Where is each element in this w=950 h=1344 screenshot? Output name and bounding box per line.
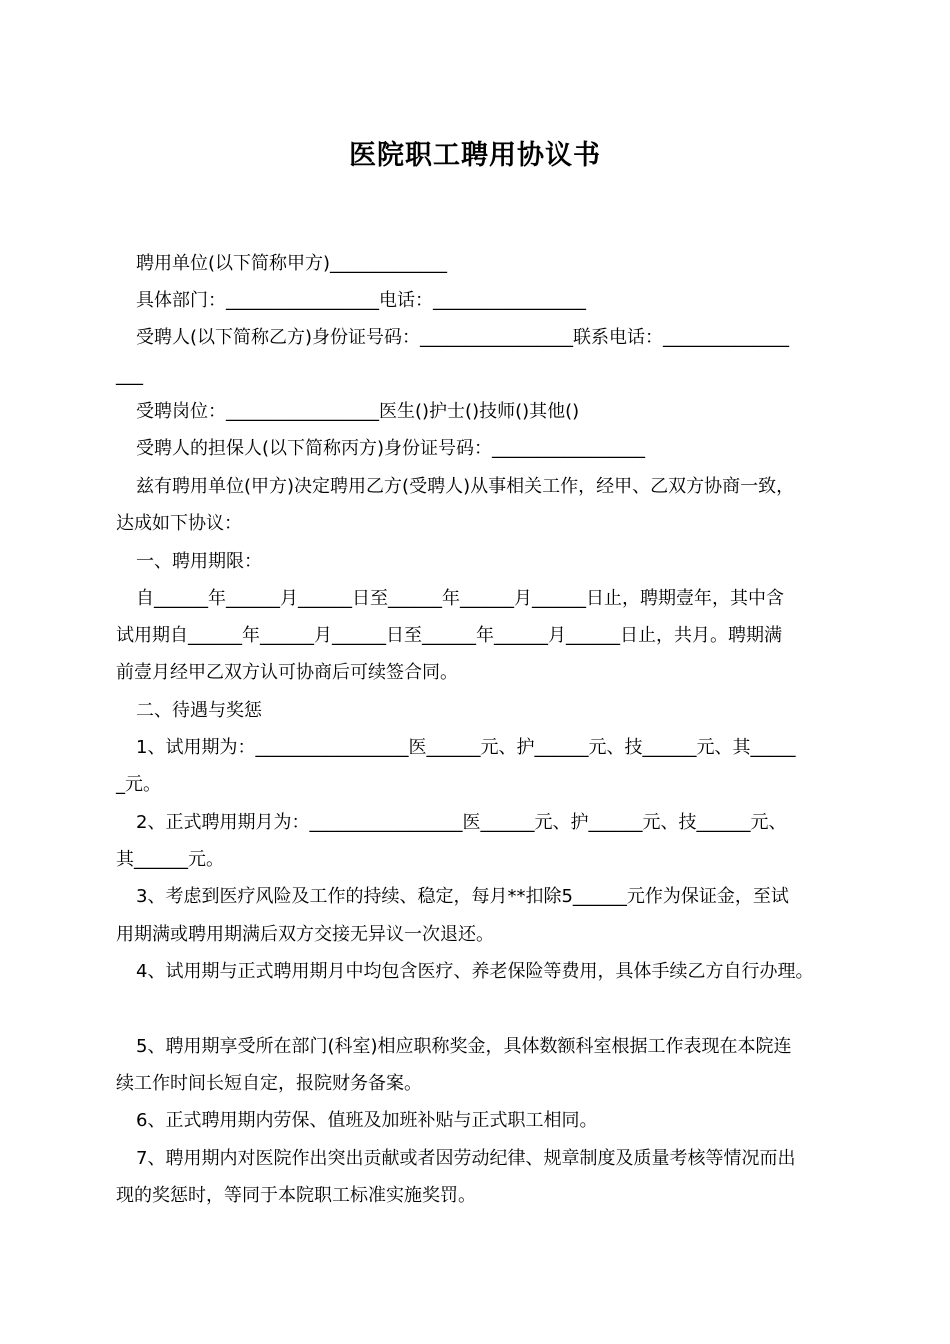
- position-line: 受聘岗位：_________________医生()护士()技师()其他(): [136, 401, 580, 422]
- section-1-heading: 一、聘用期限：: [136, 551, 262, 572]
- preamble-line-1: 兹有聘用单位(甲方)决定聘用乙方(受聘人)从事相关工作，经甲、乙双方协商一致，: [136, 476, 795, 497]
- employee-id-line: 受聘人(以下简称乙方)身份证号码：_________________联系电话：______________: [136, 327, 790, 348]
- document-title: 医院职工聘用协议书: [349, 140, 601, 171]
- clause-3-line-1: 3、考虑到医疗风险及工作的持续、稳定，每月**扣除5______元作为保证金，至试: [136, 886, 789, 907]
- term-line-3: 前壹月经甲乙双方认可协商后可续签合同。: [116, 662, 458, 683]
- clause-2-line-1: 2、正式聘用期月为：_________________医______元、护______元、技______元、: [136, 812, 787, 833]
- clause-1-line-1: 1、试用期为：_________________医______元、护______元、技______元、其_____: [136, 737, 796, 758]
- clause-6-line-1: 6、正式聘用期内劳保、值班及加班补贴与正式职工相同。: [136, 1110, 598, 1131]
- employee-id-line-continued: ___: [116, 365, 143, 386]
- term-line-1: 自______年______月______日至______年______月______日止，聘期壹年，其中含: [136, 588, 784, 609]
- employer-line: 聘用单位(以下简称甲方)_____________: [136, 253, 448, 274]
- department-phone-line: 具体部门：_________________电话：_________________: [136, 290, 586, 311]
- clause-2-line-2: 其______元。: [116, 849, 224, 870]
- term-line-2: 试用期自______年______月______日至______年______月______日止，共月。聘期满: [116, 625, 782, 646]
- preamble-line-2: 达成如下协议：: [116, 513, 242, 534]
- clause-3-line-2: 用期满或聘用期满后双方交接无异议一次退还。: [116, 924, 494, 945]
- guarantor-line: 受聘人的担保人(以下简称丙方)身份证号码：_________________: [136, 438, 646, 459]
- section-2-heading: 二、待遇与奖惩: [136, 700, 262, 721]
- clause-7-line-2: 现的奖惩时，等同于本院职工标准实施奖罚。: [116, 1185, 476, 1206]
- clause-5-line-2: 续工作时间长短自定，报院财务备案。: [116, 1073, 422, 1094]
- clause-5-line-1: 5、聘用期享受所在部门(科室)相应职称奖金，具体数额科室根据工作表现在本院连: [136, 1036, 792, 1057]
- clause-4-line-1: 4、试用期与正式聘用期月中均包含医疗、养老保险等费用，具体手续乙方自行办理。: [136, 961, 814, 982]
- clause-1-line-2: _元。: [116, 774, 161, 795]
- clause-7-line-1: 7、聘用期内对医院作出突出贡献或者因劳动纪律、规章制度及质量考核等情况而出: [136, 1148, 796, 1169]
